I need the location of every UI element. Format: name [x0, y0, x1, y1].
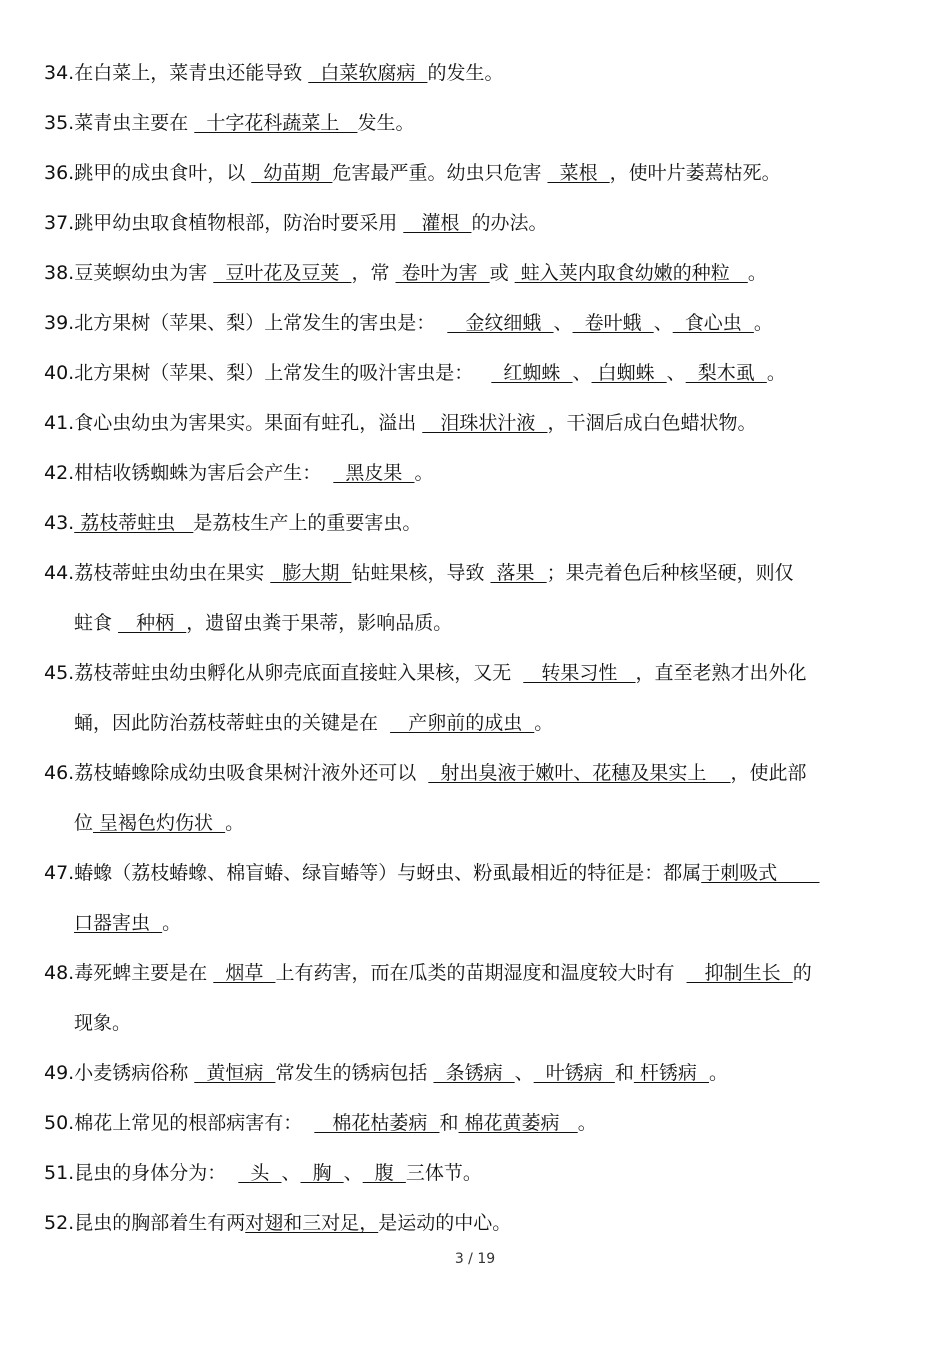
question-text: 41.食心虫幼虫为害果实。果面有蛀孔，溢出: [44, 412, 423, 434]
question-continuation-line: [74, 810, 944, 836]
question-text: 45.荔枝蒂蛀虫幼虫孵化从卵壳底面直接蛀入果核，又无: [44, 662, 524, 684]
question-text: 52.昆虫的胸部着生有两: [44, 1212, 246, 1234]
question-text: 现象。: [74, 1012, 132, 1034]
question-text: 的办法。: [471, 212, 548, 234]
question-line: [44, 860, 914, 886]
question-text: 或: [489, 262, 515, 284]
answer-blank: 卷叶蛾: [572, 312, 654, 334]
question-text: 49.小麦锈病俗称: [44, 1062, 195, 1084]
answer-blank: 头: [238, 1162, 282, 1184]
question-text: 位: [74, 812, 94, 834]
question-line: [44, 160, 914, 186]
question-text: 42.柑桔收锈蜘蛛为害后会产生：: [44, 462, 334, 484]
answer-blank: 十字花科蔬菜上: [194, 112, 358, 134]
answer-blank: 产卵前的成虫: [390, 712, 535, 734]
answer-blank: 荔枝蒂蛀虫: [74, 512, 194, 534]
question-line: [44, 560, 914, 586]
answer-blank: 金纹细蛾: [447, 312, 554, 334]
answer-blank: 对翅和三对足，: [245, 1212, 379, 1234]
answer-blank: 棉花枯萎病: [314, 1112, 440, 1134]
answer-blank: 蛀入荚内取食幼嫩的种粒: [514, 262, 748, 284]
question-text: 。: [225, 812, 245, 834]
question-text: ；果壳着色后种核坚硬，则仅: [546, 562, 794, 584]
page-number: 3 / 19: [454, 1251, 496, 1267]
question-text: 的发生。: [427, 62, 504, 84]
answer-blank: 杆锈病: [633, 1062, 709, 1084]
question-text: ，直至老熟才出外化: [635, 662, 807, 684]
question-text: 39.北方果树（苹果、梨）上常发生的害虫是：: [44, 312, 448, 334]
question-text: 和: [439, 1112, 459, 1134]
answer-blank: 种柄: [118, 612, 187, 634]
answer-blank: 胸: [300, 1162, 344, 1184]
question-text: 的: [792, 962, 812, 984]
question-text: 发生。: [357, 112, 415, 134]
answer-blank: 幼苗期: [251, 162, 333, 184]
question-text: 47.蝽蟓（荔枝蝽蟓、棉盲蝽、绿盲蝽等）与蚜虫、粉虱最相近的特征是：都属: [44, 862, 702, 884]
answer-blank: 落果: [490, 562, 547, 584]
question-line: [44, 1110, 914, 1136]
question-text: 蛹，因此防治荔枝蒂蛀虫的关键是在: [74, 712, 391, 734]
answer-blank: 食心虫: [672, 312, 754, 334]
question-continuation-line: [74, 710, 944, 736]
question-text: 。: [414, 462, 434, 484]
question-text: 、: [281, 1162, 301, 1184]
question-text: 36.跳甲的成虫食叶，以: [44, 162, 252, 184]
question-line: [44, 460, 914, 486]
question-line: [44, 210, 914, 236]
question-text: 44.荔枝蒂蛀虫幼虫在果实: [44, 562, 271, 584]
question-text: 43.: [44, 512, 75, 534]
answer-blank: 条锈病: [433, 1062, 515, 1084]
question-text: 上有药害，而在瓜类的苗期湿度和温度较大时有: [275, 962, 687, 984]
question-line: [44, 310, 914, 336]
question-line: [44, 360, 914, 386]
question-line: [44, 1160, 914, 1186]
answer-blank: 抑制生长: [686, 962, 793, 984]
question-text: 、: [653, 312, 673, 334]
question-text: 51.昆虫的身体分为：: [44, 1162, 239, 1184]
question-line: [44, 760, 914, 786]
answer-blank: 梨木虱: [685, 362, 767, 384]
question-text: ，干涸后成白色蜡状物。: [547, 412, 757, 434]
question-text: 和: [614, 1062, 634, 1084]
question-line: [44, 510, 914, 536]
question-text: 。: [534, 712, 554, 734]
question-continuation-line: [74, 910, 944, 936]
answer-blank: 膨大期: [270, 562, 352, 584]
question-continuation-line: [74, 610, 944, 636]
answer-blank: 腹: [362, 1162, 406, 1184]
question-line: [44, 110, 914, 136]
question-line: [44, 410, 914, 436]
question-text: 。: [162, 912, 182, 934]
question-text: 、: [572, 362, 592, 384]
answer-blank: 白菜软腐病: [308, 62, 428, 84]
question-text: 34.在白菜上，菜青虫还能导致: [44, 62, 309, 84]
question-text: 、: [514, 1062, 534, 1084]
question-text: 38.豆荚螟幼虫为害: [44, 262, 214, 284]
question-text: 、: [553, 312, 573, 334]
answer-blank: 棉花黄萎病: [458, 1112, 578, 1134]
answer-blank: 叶锈病: [533, 1062, 615, 1084]
answer-blank: 豆叶花及豆荚: [213, 262, 352, 284]
question-line: [44, 660, 914, 686]
question-line: [44, 960, 914, 986]
question-continuation-line: [74, 1010, 944, 1036]
question-text: 危害最严重。幼虫只危害: [332, 162, 548, 184]
question-text: 常发生的锈病包括: [275, 1062, 434, 1084]
question-text: 。: [747, 262, 767, 284]
question-text: 。: [577, 1112, 597, 1134]
question-text: ，常: [351, 262, 396, 284]
answer-blank: 红蜘蛛: [491, 362, 573, 384]
answer-blank: 射出臭液于嫩叶、花穗及果实上: [428, 762, 731, 784]
answer-blank: 卷叶为害: [395, 262, 490, 284]
answer-blank: 黄恒病: [194, 1062, 276, 1084]
answer-blank: 呈褐色灼伤状: [93, 812, 226, 834]
answer-blank: 菜根: [547, 162, 610, 184]
question-text: ，使此部: [730, 762, 807, 784]
question-text: ，使叶片萎蔫枯死。: [609, 162, 781, 184]
question-text: 。: [766, 362, 786, 384]
question-text: 钻蛀果核，导致: [351, 562, 491, 584]
answer-blank: 泪珠状汁液: [422, 412, 548, 434]
question-line: [44, 1060, 914, 1086]
question-text: 40.北方果树（苹果、梨）上常发生的吸汁害虫是：: [44, 362, 492, 384]
answer-blank: 于刺吸式: [701, 862, 820, 884]
question-text: 是荔枝生产上的重要害虫。: [193, 512, 422, 534]
answer-blank: 黑皮果: [333, 462, 415, 484]
answer-blank: 烟草: [213, 962, 276, 984]
question-text: 蛀食: [74, 612, 119, 634]
question-text: 46.荔枝蝽蟓除成幼虫吸食果树汁液外还可以: [44, 762, 429, 784]
question-text: 。: [753, 312, 773, 334]
question-text: 50.棉花上常见的根部病害有：: [44, 1112, 315, 1134]
question-text: 是运动的中心。: [378, 1212, 512, 1234]
question-text: 48.毒死蜱主要是在: [44, 962, 214, 984]
answer-blank: 口器害虫: [74, 912, 163, 934]
question-line: [44, 1210, 914, 1236]
answer-blank: 白蜘蛛: [591, 362, 667, 384]
question-text: 37.跳甲幼虫取食植物根部，防治时要采用: [44, 212, 404, 234]
question-line: [44, 60, 914, 86]
question-text: 、: [343, 1162, 363, 1184]
question-text: ，遗留虫粪于果蒂，影响品质。: [186, 612, 453, 634]
answer-blank: 转果习性: [523, 662, 636, 684]
question-text: 、: [666, 362, 686, 384]
question-text: 三体节。: [405, 1162, 482, 1184]
question-text: 。: [708, 1062, 728, 1084]
answer-blank: 灌根: [403, 212, 472, 234]
question-line: [44, 260, 914, 286]
question-text: 35.菜青虫主要在: [44, 112, 195, 134]
